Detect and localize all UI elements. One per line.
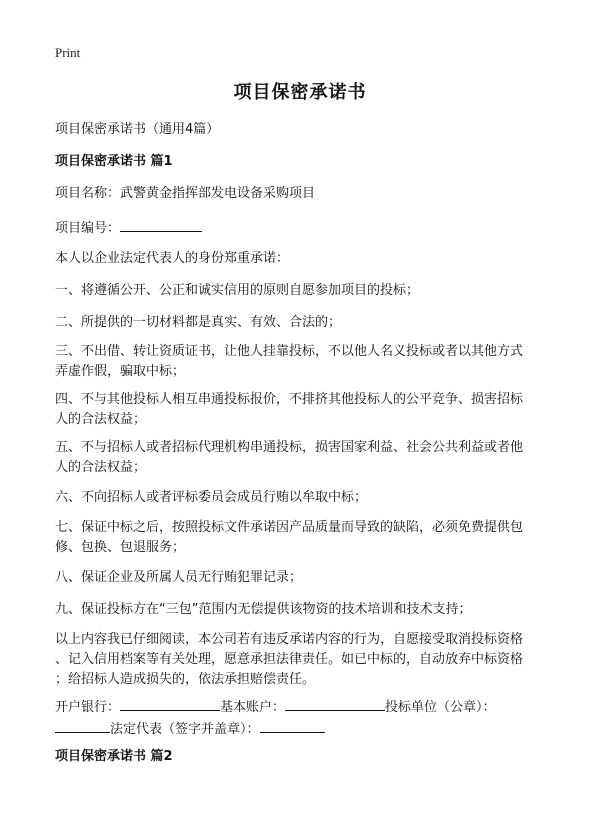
promise-item-7-line-2: 修、包换、包退服务；: [55, 540, 186, 555]
promise-item-4: [55, 390, 550, 430]
intro-statement: 本人以企业法定代表人的身份郑重承诺：: [55, 251, 290, 266]
bank-label: 开户银行：: [55, 700, 121, 715]
promise-item-7-line-1: 七、保证中标之后，按照投标文件承诺因产品质量而导致的缺陷，必须免费提供包: [55, 520, 524, 535]
legal-rep-label: 法定代表（签字并盖章）：: [110, 722, 260, 737]
project-number-line: [55, 217, 550, 239]
closing-line-3: ；给招标人造成损失的，依法承担赔偿责任。: [55, 672, 316, 687]
bidder-unit-label: 投标单位（公章）：: [385, 700, 496, 715]
account-label: 基本账户：: [220, 700, 286, 715]
closing-line-2: 、记入信用档案等有关处理，愿意承担法律责任。如已中标的，自动放弃中标资格: [55, 652, 524, 667]
closing-line-1: 以上内容我已仔细阅读，本公司若有违反承诺内容的行为，自愿接受取消投标资格: [55, 632, 524, 647]
promise-item-2: 二、所提供的一切材料都是真实、有效、合法的；: [55, 315, 342, 330]
section-1-heading: 项目保密承诺书 篇1: [55, 154, 173, 169]
promise-item-5-line-2: 人的合法权益；: [55, 460, 147, 475]
promise-item-7: [55, 518, 550, 558]
promise-item-3-line-2: 弄虚作假，骗取中标；: [55, 364, 186, 379]
signature-row-2: [55, 718, 550, 740]
promise-item-5-line-1: 五、不与招标人或者招标代理机构串通投标，损害国家利益、社会公共利益或者他: [55, 440, 524, 455]
promise-item-4-line-2: 人的合法权益；: [55, 412, 147, 427]
promise-item-4-line-1: 四、不与其他投标人相互串通投标报价，不排挤其他投标人的公平竞争、损害招标: [55, 392, 524, 407]
bidder-unit-blank: [55, 718, 110, 733]
promise-item-6: 六、不向招标人或者评标委员会成员行贿以牟取中标；: [55, 490, 368, 505]
promise-item-8: 八、保证企业及所属人员无行贿犯罪记录；: [55, 570, 303, 585]
promise-item-3-line-1: 三、不出借、转让资质证书，让他人挂靠投标，不以他人名义投标或者以其他方式: [55, 344, 524, 359]
bank-blank: [120, 696, 220, 711]
closing-statement: [55, 630, 550, 690]
section-2-heading: 项目保密承诺书 篇2: [55, 749, 173, 764]
page-title: 项目保密承诺书: [233, 82, 367, 103]
promise-item-9: 九、保证投标方在“三包”范围内无偿提供该物资的技术培训和技术支持；: [55, 602, 472, 617]
promise-item-3: [55, 342, 550, 382]
account-blank: [285, 696, 385, 711]
signature-row-1: [55, 696, 550, 718]
project-number-blank: [120, 217, 202, 232]
project-name: 项目名称：武警黄金指挥部发电设备采购项目: [55, 186, 316, 201]
promise-item-1: 一、将遵循公开、公正和诚实信用的原则自愿参加项目的投标；: [55, 283, 420, 298]
print-link[interactable]: Print: [55, 45, 81, 60]
project-number-label: 项目编号：: [55, 221, 121, 236]
subtitle: 项目保密承诺书（通用4篇）: [55, 122, 220, 137]
promise-item-5: [55, 438, 550, 478]
legal-rep-blank: [260, 718, 325, 733]
